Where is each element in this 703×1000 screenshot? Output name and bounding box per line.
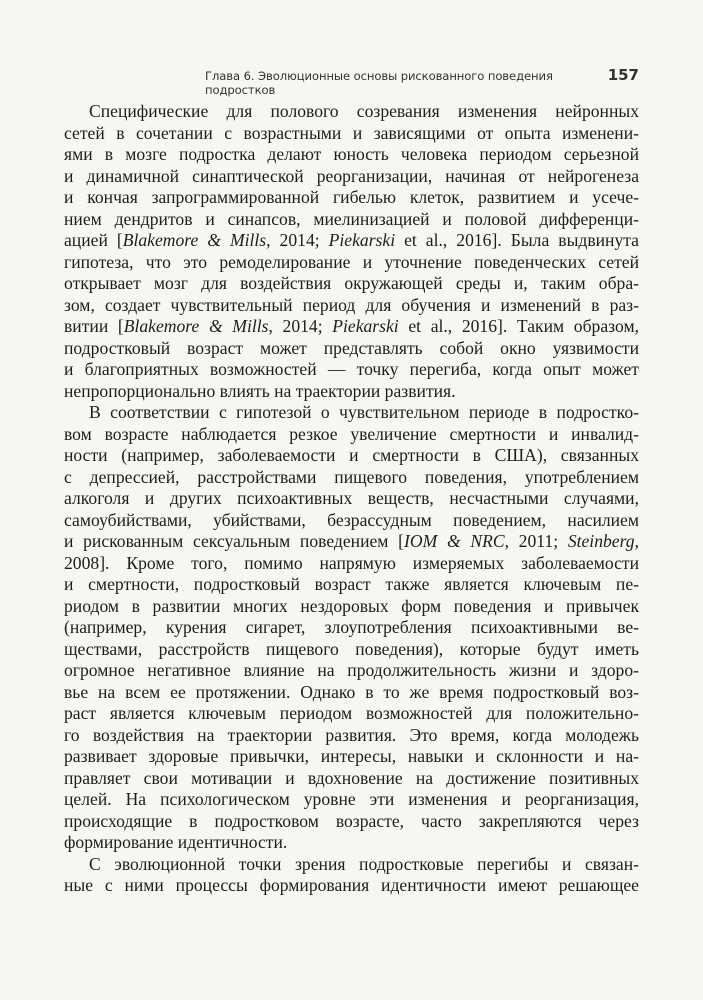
text-line <box>64 574 639 596</box>
text-line <box>64 424 639 446</box>
text-run: ацией [ <box>64 230 123 250</box>
text-run: , <box>634 531 639 551</box>
text-run: и рискованным сексуальным поведением [ <box>64 531 405 551</box>
text-line <box>64 101 639 123</box>
text-run: зом, создает чувствительный период для обучения и изменений в раз- <box>64 294 639 315</box>
text-line <box>64 875 639 897</box>
page-header <box>205 66 639 97</box>
citation-author: IOM & NRC <box>404 531 505 551</box>
paragraph <box>64 854 639 897</box>
text-run: с депрессией, расстройствами пищевого поведения, употреблением <box>64 466 639 487</box>
text-line <box>64 553 639 575</box>
text-run: Специфические для полового созревания изменения нейронных <box>89 101 639 121</box>
text-line <box>64 531 639 553</box>
citation-author: Piekarski <box>328 230 396 250</box>
text-line <box>64 402 639 424</box>
text-run: вье на всем ее протяжении. Однако в то же время подростковый воз- <box>64 681 639 702</box>
text-run: раст является ключевым периодом возможностей для положительно- <box>64 703 639 723</box>
text-run: гипотеза, что это ремоделирование и уточнение поведенческих сетей <box>64 251 639 272</box>
text-run: и динамичной синаптической реорганизации, начиная от нейрогенеза <box>64 165 639 186</box>
text-run: правляет свои мотивации и вдохновение на достижение позитивных <box>64 767 639 788</box>
text-line <box>64 252 639 274</box>
text-line <box>64 639 639 661</box>
text-line <box>64 682 639 704</box>
text-run: , 2011; <box>504 531 568 551</box>
text-line <box>64 316 639 338</box>
text-line <box>64 725 639 747</box>
paragraph <box>64 101 639 402</box>
text-line <box>64 445 639 467</box>
text-run: et al., 2016]. Была выдвинута <box>395 230 639 250</box>
text-run: развивает здоровые привычки, интересы, навыки и склонности и на- <box>64 746 639 766</box>
text-run: 2008]. Кроме того, помимо напрямую измеряемых заболеваемости <box>64 552 639 573</box>
text-run: непропорционально влиять на траектории развития. <box>64 380 456 401</box>
text-run: огромное негативное влияние на продолжительность жизни и здоро- <box>64 660 639 680</box>
text-run: открывает мозг для воздействия окружающей среды и, таким обра- <box>64 273 639 293</box>
text-run: подростковый возраст может представлять собой окно уязвимости <box>64 337 639 358</box>
text-run: сетей в сочетании с возрастными и зависящими от опыта изменени- <box>64 122 639 143</box>
page-number: 157 <box>607 66 639 84</box>
citation-author: Blakemore & Mills <box>122 230 267 250</box>
text-line <box>64 703 639 725</box>
body-text <box>64 101 639 897</box>
citation-author: Piekarski <box>332 316 399 336</box>
text-line <box>64 488 639 510</box>
text-run: вом возрасте наблюдается резкое увеличение смертности и инвалид- <box>64 423 639 444</box>
text-run: В соответствии с гипотезой о чувствительном периоде в подростко- <box>89 402 639 422</box>
text-line <box>64 359 639 381</box>
text-run: С эволюционной точки зрения подростковые перегибы и связан- <box>89 853 639 874</box>
text-run: формирование идентичности. <box>64 832 288 852</box>
citation-author: Steinberg <box>567 531 635 551</box>
paragraph <box>64 402 639 854</box>
text-line <box>64 273 639 295</box>
text-line <box>64 295 639 317</box>
text-line <box>64 596 639 618</box>
text-run: и благоприятных возможностей — точку перегиба, когда опыт может <box>64 359 639 379</box>
text-line <box>64 746 639 768</box>
text-run: ществами, расстройств пищевого поведения), которые будут иметь <box>64 638 639 659</box>
running-head: Глава 6. Эволюционные основы рискованного поведения подростков <box>205 69 553 97</box>
text-run: алкоголя и других психоактивных веществ, несчастными случаями, <box>64 488 639 508</box>
text-line <box>64 660 639 682</box>
text-run: , 2014; <box>268 316 333 336</box>
text-run: происходящие в подростковом возрасте, часто закрепляются через <box>64 810 639 831</box>
text-run: риодом в развитии многих нездоровых форм поведения и привычек <box>64 595 639 616</box>
text-line <box>64 854 639 876</box>
text-line <box>64 811 639 833</box>
text-line <box>64 144 639 166</box>
text-line <box>64 381 639 403</box>
text-line <box>64 467 639 489</box>
text-line <box>64 510 639 532</box>
text-line <box>64 768 639 790</box>
text-run: го воздействия на траектории развития. Это время, когда молодежь <box>64 724 639 745</box>
text-line <box>64 617 639 639</box>
text-line <box>64 123 639 145</box>
text-line <box>64 832 639 854</box>
text-run: ности (например, заболеваемости и смертности в США), связанных <box>64 445 639 465</box>
text-run: и кончая запрограммированной гибелью клеток, развитием и усече- <box>64 187 639 207</box>
text-run: самоубийствами, убийствами, безрассудным поведением, насилием <box>64 509 639 530</box>
text-line <box>64 789 639 811</box>
text-run: , 2014; <box>266 230 329 250</box>
text-line <box>64 338 639 360</box>
text-line <box>64 209 639 231</box>
text-run: et al., 2016]. Таким образом, <box>398 316 639 336</box>
text-run: целей. На психологическом уровне эти изменения и реорганизация, <box>64 789 639 809</box>
text-line <box>64 230 639 252</box>
text-line <box>64 166 639 188</box>
text-run: нием дендритов и синапсов, миелинизацией и половой дифференци- <box>64 208 639 229</box>
text-run: ями в мозге подростка делают юность человека периодом серьезной <box>64 144 639 164</box>
text-run: ные с ними процессы формирования идентичности имеют решающее <box>64 875 639 895</box>
text-run: (например, курения сигарет, злоупотребления психоактивными ве- <box>64 617 639 637</box>
text-line <box>64 187 639 209</box>
citation-author: Blakemore & Mills <box>123 316 269 336</box>
text-run: и смертности, подростковый возраст также является ключевым пе- <box>64 574 639 594</box>
text-run: витии [ <box>64 316 124 336</box>
